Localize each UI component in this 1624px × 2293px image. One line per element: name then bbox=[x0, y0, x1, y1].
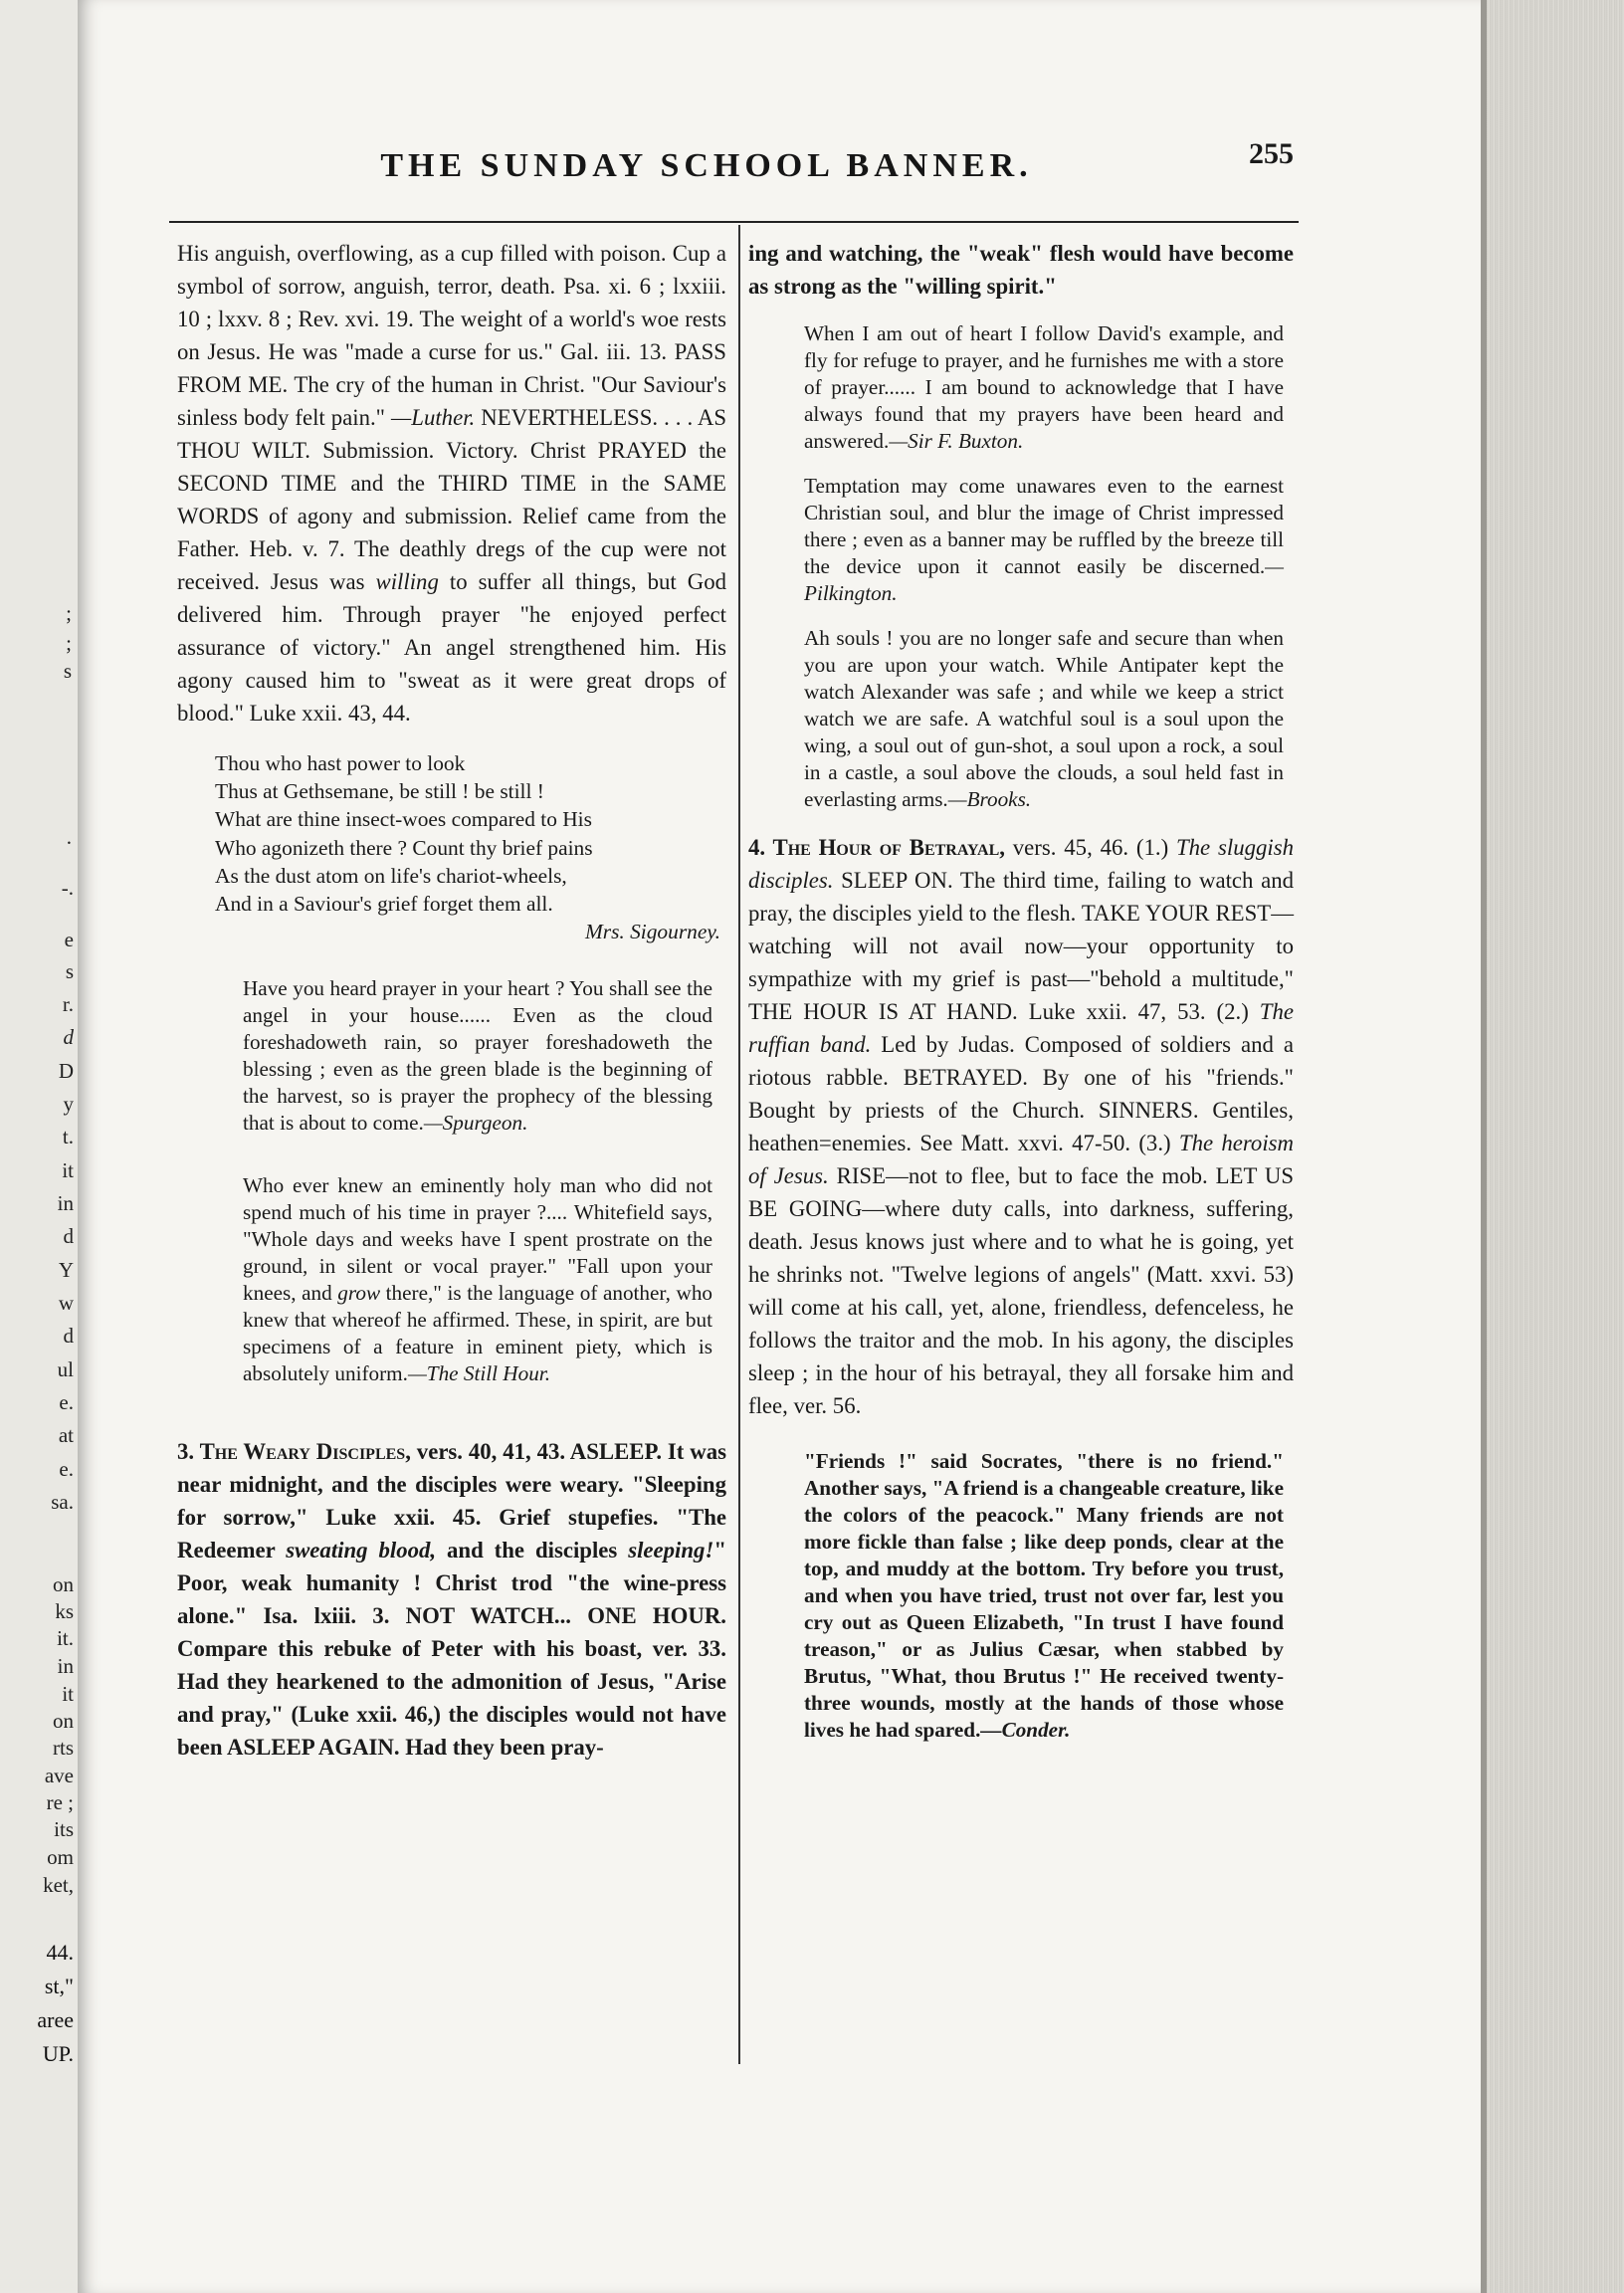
margin-fragment: om bbox=[47, 1845, 74, 1869]
quotation-still-hour: Who ever knew an eminently holy man who did not spend much of his time in prayer ?.... Whitefield says, "Whole days and weeks have I spent prostrate on the ground, in silent or vocal prayer." "Fall upon your knees, and grow there," is the language of another, who knew that whereof he affirmed. These, in spirit, are but specimens of a feature in eminent piety, which is absolutely uniform.—The Still Hour. bbox=[243, 1173, 713, 1386]
page-block-edge bbox=[1481, 0, 1624, 2293]
running-header-title: THE SUNDAY SCHOOL BANNER. bbox=[380, 147, 1033, 184]
left-column bbox=[177, 237, 726, 1764]
poem-line: Thus at Gethsemane, be still ! be still ! bbox=[215, 779, 544, 804]
page-number: 255 bbox=[1249, 137, 1294, 170]
margin-fragment: it. bbox=[57, 1626, 74, 1650]
margin-fragment: aree bbox=[37, 2007, 74, 2032]
margin-fragment: y bbox=[63, 1092, 74, 1116]
poem-attribution: Mrs. Sigourney. bbox=[584, 920, 720, 944]
margin-fragment: on bbox=[53, 1709, 74, 1733]
margin-fragment: -. bbox=[61, 876, 74, 900]
commentary-paragraph: His anguish, overflowing, as a cup filled with poison. Cup a symbol of sorrow, anguish, terror, death. Psa. xi. 6 ; lxxiii. 10 ; lxxv. 8 ; Rev. xvi. 19. The weight of a world's woe rests on Jesus. He was "made a curse for us." Gal. iii. 13. PASS FROM ME. The cry of the human in Christ. "Our Saviour's sinless body felt pain." —Luther. NEVERTHELESS. . . . AS THOU WILT. Submission. Victory. Christ PRAYED the SECOND TIME and the THIRD TIME in the SAME WORDS of agony and submission. Relief came from the Father. Heb. v. 7. The deathly dregs of the cup were not received. Jesus was willing to suffer all things, but God delivered him. Through prayer "he enjoyed perfect assurance of victory." An angel strengthened him. His agony caused him to "sweat as it were great drops of blood." Luke xxii. 43, 44. bbox=[177, 241, 727, 726]
margin-fragment: r. bbox=[62, 992, 74, 1016]
margin-fragment: t. bbox=[62, 1125, 74, 1148]
margin-fragment: sa. bbox=[51, 1490, 74, 1514]
margin-fragment: its bbox=[54, 1817, 74, 1841]
margin-fragment: re ; bbox=[46, 1790, 74, 1814]
margin-fragment: 44. bbox=[46, 1940, 74, 1965]
margin-fragment: D bbox=[58, 1059, 74, 1083]
margin-fragment: . bbox=[66, 825, 72, 849]
margin-fragment: d bbox=[63, 1324, 74, 1348]
margin-fragment: e. bbox=[59, 1390, 74, 1414]
header-rule bbox=[169, 221, 1299, 223]
margin-fragment: ; bbox=[66, 601, 72, 625]
section-weary-disciples: 3. The Weary Disciples, vers. 40, 41, 43. ASLEEP. It was near midnight, and the disciples were weary. "Sleeping for sorrow," Luke xxii. 45. Grief stupefies. "The Redeemer sweating blood, and the disciples sleeping!" Poor, weak humanity ! Christ trod "the wine-press alone." Isa. lxiii. 3. NOT WATCH... ONE HOUR. Compare this rebuke of Peter with his boast, ver. 33. Had they hearkened to the admonition of Jesus, "Arise and pray," (Luke xxii. 46,) the disciples would not have been ASLEEP AGAIN. Had they been pray- bbox=[177, 1439, 727, 1761]
section-hour-of-betrayal: 4. The Hour of Betrayal, vers. 45, 46. (1.) The sluggish disciples. SLEEP ON. The third time, failing to watch and pray, the disciples yield to the flesh. TAKE YOUR REST—watching will not avail now—your opportunity to sympathize with my grief is past—"behold a multitude," THE HOUR IS AT HAND. Luke xxii. 47, 53. (2.) The ruffian band. Led by Judas. Composed of soldiers and a riotous rabble. BETRAYED. By one of his "friends." Bought by priests of the Church. SINNERS. Gentiles, heathen=enemies. See Matt. xxvi. 47-50. (3.) The heroism of Jesus. RISE—not to flee, but to face the mob. LET US BE GOING—where duty calls, into darkness, suffering, death. Jesus knows just where and to what he is going, yet he shrinks not. "Twelve legions of angels" (Matt. xxvi. 53) will come at his call, yet, alone, friendless, defenceless, he follows the traitor and the mob. In his agony, the disciples sleep ; in the hour of his betrayal, they all forsake him and flee, ver. 56. bbox=[748, 835, 1295, 1418]
margin-fragment: ; bbox=[66, 631, 72, 655]
quotation-conder: "Friends !" said Socrates, "there is no friend." Another says, "A friend is a changeable creature, like the colors of the peacock." Many friends are not more fickle than false ; like deep ponds, clear at the top, and muddy at the bottom. Try before you trust, and when you have tried, trust not over far, lest you cry out as Queen Elizabeth, "In trust I have found treason," or as Julius Cæsar, when stabbed by Brutus, "What, thou Brutus !" He received twenty-three wounds, mostly at the hands of those whose lives he had spared.—Conder. bbox=[804, 1449, 1284, 1742]
margin-fragment: ket, bbox=[43, 1873, 74, 1897]
quotation-brooks: Ah souls ! you are no longer safe and secure than when you are upon your watch. While Antipater kept the watch Alexander was safe ; and while we keep a strict watch we are safe. A watchful soul is a soul upon the wing, a soul out of gun-shot, a soul upon a rock, a soul in a castle, a soul above the clouds, a soul held fast in everlasting arms.—Brooks. bbox=[804, 626, 1284, 811]
poem-line: Thou who hast power to look bbox=[215, 751, 466, 775]
margin-fragment: in bbox=[57, 1654, 74, 1678]
column-divider bbox=[738, 225, 740, 2064]
quotation-pilkington: Temptation may come unawares even to the earnest Christian soul, and blur the image of Christ impressed there ; even as a banner may be ruffled by the breeze till the device upon it cannot easily be discerned.—Pilkington. bbox=[804, 474, 1284, 605]
margin-fragment: rts bbox=[53, 1736, 74, 1760]
right-column bbox=[748, 237, 1294, 1744]
margin-fragment: w bbox=[58, 1291, 74, 1315]
margin-fragment: d bbox=[63, 1025, 74, 1049]
margin-fragment: ave bbox=[44, 1764, 74, 1787]
poem-line: What are thine insect-woes compared to His bbox=[215, 807, 592, 832]
margin-fragment: e. bbox=[59, 1457, 74, 1481]
poem-line: As the dust atom on life's chariot-wheels, bbox=[215, 863, 567, 888]
margin-fragment: on bbox=[53, 1572, 74, 1596]
margin-fragment: e bbox=[64, 928, 74, 951]
margin-fragment: d bbox=[63, 1224, 74, 1248]
margin-fragment: s bbox=[63, 659, 72, 683]
facing-page-margin bbox=[0, 0, 78, 2293]
margin-fragment: UP. bbox=[42, 2041, 74, 2066]
margin-fragment: Y bbox=[58, 1258, 74, 1282]
margin-fragment: at bbox=[58, 1423, 74, 1447]
quotation-spurgeon: Have you heard prayer in your heart ? You shall see the angel in your house...... Even as the cloud foreshadoweth rain, so prayer foreshadoweth the blessing ; even as the green blade is the beginning of the harvest, so is prayer the prophecy of the blessing that is about to come.—Spurgeon. bbox=[243, 976, 712, 1136]
poem-line: Who agonizeth there ? Count thy brief pains bbox=[215, 835, 593, 860]
margin-fragment: it bbox=[62, 1158, 74, 1182]
section-heading: 4. The Hour of Betrayal, bbox=[748, 835, 1005, 860]
quotation-buxton: When I am out of heart I follow David's example, and fly for refuge to prayer, and he furnishes me with a store of prayer...... I am bound to acknowledge that I have always found that my prayers have been heard and answered.—Sir F. Buxton. bbox=[804, 321, 1284, 453]
margin-fragment: s bbox=[65, 959, 74, 983]
margin-fragment: ks bbox=[55, 1599, 74, 1623]
margin-fragment: in bbox=[57, 1191, 74, 1215]
poem-line: And in a Saviour's grief forget them all. bbox=[215, 892, 553, 917]
margin-fragment: st," bbox=[44, 1974, 74, 1998]
margin-fragment: it bbox=[62, 1682, 74, 1706]
poem-quotation bbox=[177, 749, 726, 945]
continued-paragraph: ing and watching, the "weak" flesh would have become as strong as the "willing spirit." bbox=[748, 241, 1294, 299]
section-heading: 3. The Weary Disciples, bbox=[177, 1439, 411, 1465]
margin-fragment: ul bbox=[57, 1357, 74, 1381]
